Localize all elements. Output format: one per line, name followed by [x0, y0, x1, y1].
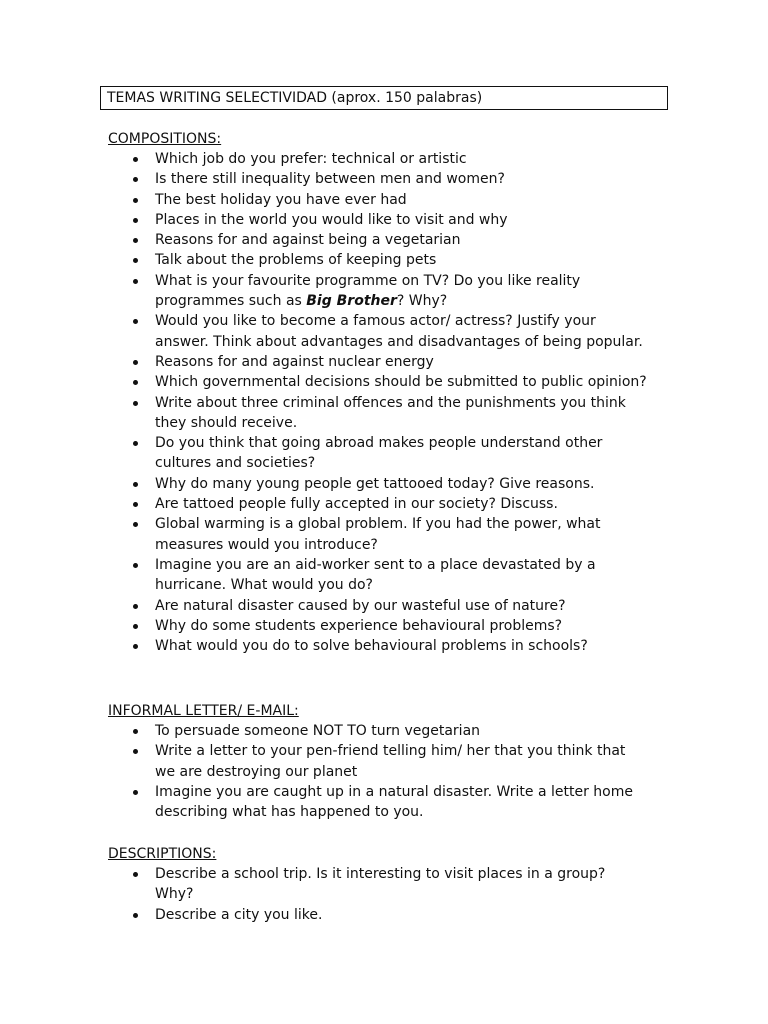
item-text-line: Why do some students experience behavioural problems?: [155, 617, 563, 634]
bullet-icon: [133, 563, 138, 568]
list-item: [108, 271, 668, 312]
bullet-icon: [133, 218, 138, 223]
informal-letter-section: [108, 701, 668, 822]
item-text-line: Imagine you are an aid-worker sent to a place devastated by a: [155, 556, 596, 573]
bullet-icon: [133, 749, 138, 754]
item-text-line: Write about three criminal offences and the punishments you think: [155, 394, 626, 411]
item-text-line: answer. Think about advantages and disadvantages of being popular.: [155, 333, 643, 350]
item-text-line: Reasons for and against nuclear energy: [155, 353, 434, 370]
item-text-line: Places in the world you would like to visit and why: [155, 211, 508, 228]
list-item: [108, 474, 668, 494]
item-text-line: Why do many young people get tattooed today? Give reasons.: [155, 475, 595, 492]
informal-letter-heading: INFORMAL LETTER/ E-MAIL:: [108, 703, 299, 719]
list-item: [108, 352, 668, 372]
list-item: [108, 494, 668, 514]
bullet-icon: [133, 522, 138, 527]
item-text-line: What is your favourite programme on TV? Do you like reality: [155, 272, 581, 289]
list-item: [108, 616, 668, 636]
bullet-icon: [133, 913, 138, 918]
bullet-icon: [133, 872, 138, 877]
list-item: [108, 190, 668, 210]
program-name-emphasis: Big Brother: [306, 293, 397, 310]
item-text-line: cultures and societies?: [155, 455, 316, 472]
list-item: [108, 230, 668, 250]
item-text-line: Why?: [155, 886, 194, 903]
list-item: [108, 372, 668, 392]
list-item: [108, 210, 668, 230]
list-item: [108, 782, 668, 823]
descriptions-list: [108, 864, 668, 925]
list-item: [108, 250, 668, 270]
item-text-line: Is there still inequality between men and women?: [155, 171, 505, 188]
list-item: [108, 311, 668, 352]
item-text-line: Are tattoed people fully accepted in our society? Discuss.: [155, 496, 558, 513]
bullet-icon: [133, 502, 138, 507]
bullet-icon: [133, 729, 138, 734]
item-text-line: we are destroying our planet: [155, 763, 358, 780]
compositions-section: [108, 129, 668, 656]
bullet-icon: [133, 177, 138, 182]
bullet-icon: [133, 258, 138, 263]
list-item: [108, 596, 668, 616]
list-item: [108, 741, 668, 782]
item-text-line: hurricane. What would you do?: [155, 577, 373, 594]
bullet-icon: [133, 238, 138, 243]
item-text-line: To persuade someone NOT TO turn vegetarian: [155, 723, 481, 739]
list-item: [108, 149, 668, 169]
item-text-line: Do you think that going abroad makes people understand other: [155, 435, 603, 452]
list-item: [108, 393, 668, 434]
item-text-line: Are natural disaster caused by our wasteful use of nature?: [155, 597, 566, 614]
item-text-line: describing what has happened to you.: [155, 804, 424, 821]
list-item: [108, 555, 668, 596]
item-text-line: Write a letter to your pen-friend telling him/ her that you think that: [155, 743, 626, 760]
item-text-line: Describe a city you like.: [155, 906, 323, 923]
descriptions-heading: DESCRIPTIONS:: [108, 846, 217, 862]
item-text-line: [155, 291, 668, 311]
item-text-line: Global warming is a global problem. If you had the power, what: [155, 516, 601, 533]
bullet-icon: [133, 198, 138, 203]
item-text-line: Which job do you prefer: technical or artistic: [155, 151, 467, 167]
compositions-heading: COMPOSITIONS:: [108, 131, 222, 147]
bullet-icon: [133, 790, 138, 795]
list-item: [108, 636, 668, 656]
list-item: [108, 169, 668, 189]
bullet-icon: [133, 360, 138, 365]
bullet-icon: [133, 604, 138, 609]
item-text-line: What would you do to solve behavioural problems in schools?: [155, 638, 588, 655]
item-text-line: they should receive.: [155, 414, 298, 431]
page-title: TEMAS WRITING SELECTIVIDAD (aprox. 150 palabras): [100, 86, 668, 110]
item-text-line: Imagine you are caught up in a natural disaster. Write a letter home: [155, 783, 633, 800]
item-text-line: Which governmental decisions should be submitted to public opinion?: [155, 374, 647, 391]
item-text-line: Talk about the problems of keeping pets: [155, 252, 437, 269]
item-text-line: The best holiday you have ever had: [155, 191, 407, 208]
informal-letter-list: [108, 721, 668, 822]
item-text-line: Reasons for and against being a vegetarian: [155, 232, 461, 249]
bullet-icon: [133, 624, 138, 629]
item-text-line: Would you like to become a famous actor/ actress? Justify your: [155, 313, 596, 330]
bullet-icon: [133, 319, 138, 324]
item-text: ? Why?: [396, 293, 448, 310]
item-text-line: measures would you introduce?: [155, 536, 378, 553]
descriptions-section: [108, 844, 668, 925]
item-text: programmes such as: [155, 293, 307, 310]
bullet-icon: [133, 380, 138, 385]
bullet-icon: [133, 279, 138, 284]
item-text-line: Describe a school trip. Is it interesting to visit places in a group?: [155, 866, 606, 882]
list-item: [108, 514, 668, 555]
list-item: [108, 864, 668, 905]
bullet-icon: [133, 157, 138, 162]
bullet-icon: [133, 644, 138, 649]
bullet-icon: [133, 401, 138, 406]
list-item: [108, 433, 668, 474]
list-item: [108, 905, 668, 925]
compositions-list: [108, 149, 668, 656]
bullet-icon: [133, 441, 138, 446]
bullet-icon: [133, 482, 138, 487]
list-item: [108, 721, 668, 741]
